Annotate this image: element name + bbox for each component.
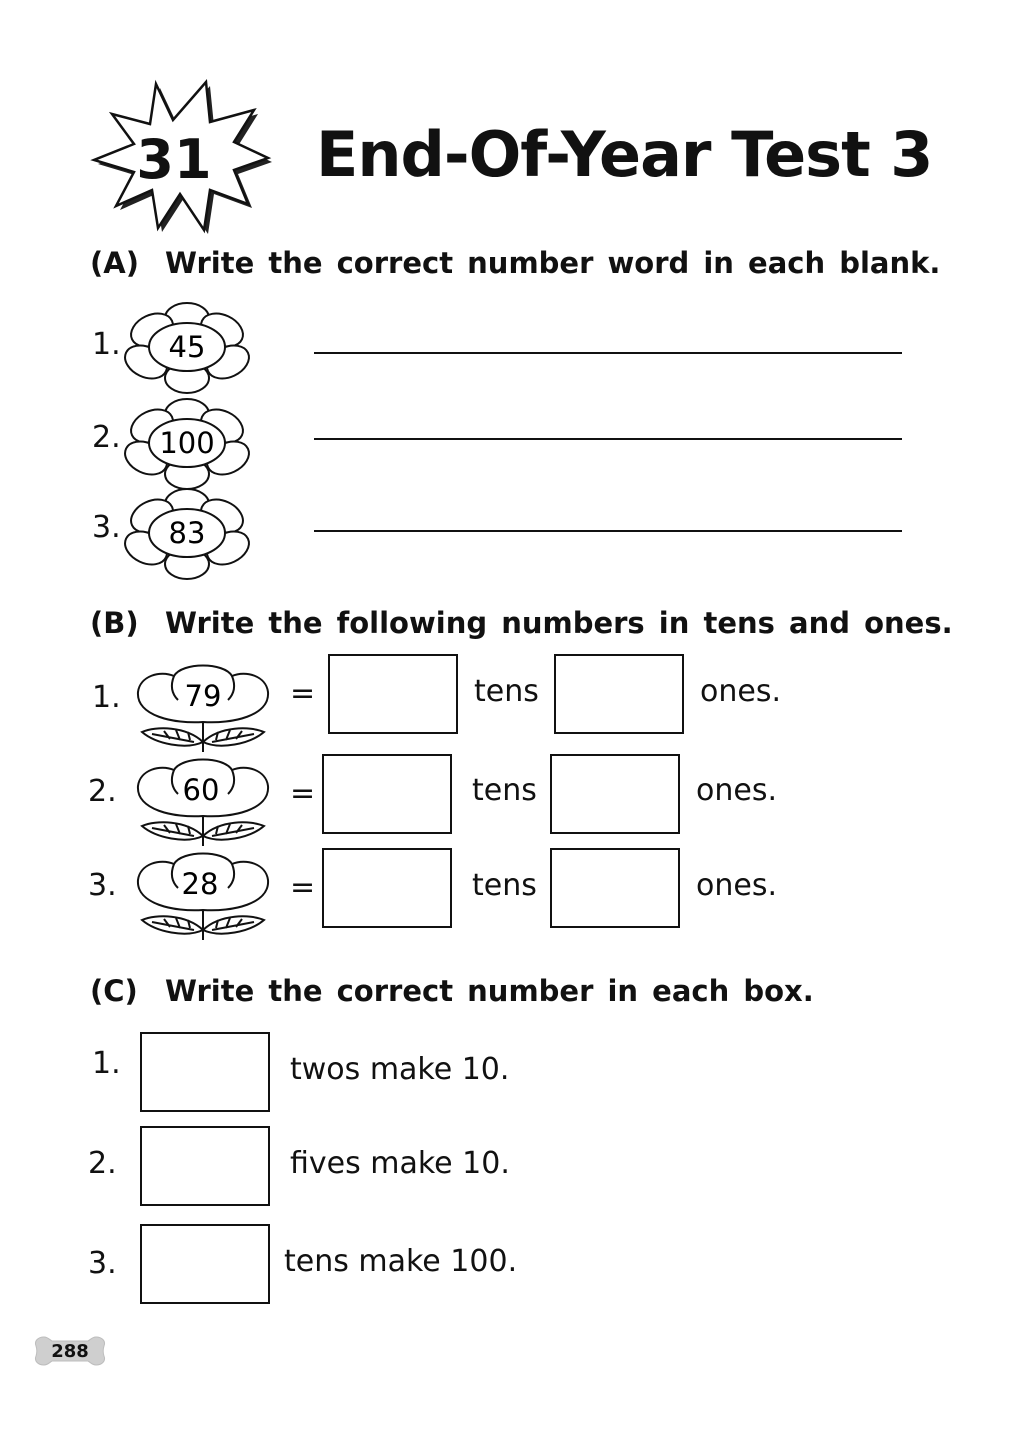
item-index: 1.	[92, 680, 121, 715]
flower-number: 79	[184, 679, 222, 713]
tens-answer-box[interactable]	[328, 654, 458, 734]
page-number: 288	[51, 1341, 89, 1362]
flower-number: 100	[159, 426, 215, 460]
item-index: 3.	[88, 868, 117, 903]
flower-icon	[122, 396, 252, 492]
item-index: 3.	[92, 510, 121, 545]
item-index: 1.	[92, 327, 121, 362]
item-index: 1.	[92, 1046, 121, 1081]
section-a-heading	[90, 246, 940, 280]
section-b-label: (B)	[90, 606, 139, 640]
answer-blank[interactable]	[314, 438, 902, 440]
item-text: fives make 10.	[290, 1146, 510, 1181]
section-c-heading	[90, 974, 814, 1008]
number-answer-box[interactable]	[140, 1224, 270, 1304]
item-index: 2.	[92, 420, 121, 455]
tulip-flower-icon	[134, 660, 272, 756]
tens-answer-box[interactable]	[322, 754, 452, 834]
tulip-flower-icon	[134, 848, 272, 944]
item-index: 2.	[88, 774, 117, 809]
item-index: 2.	[88, 1146, 117, 1181]
flower-number: 45	[168, 330, 206, 364]
page-number-badge	[34, 1335, 106, 1367]
equals-sign: =	[290, 870, 316, 905]
tens-label: tens	[472, 773, 537, 808]
item-text: twos make 10.	[290, 1052, 510, 1087]
tulip-flower-icon	[134, 754, 272, 850]
section-a-instruction: Write the correct number word in each blank.	[165, 246, 941, 280]
tens-answer-box[interactable]	[322, 848, 452, 928]
equals-sign: =	[290, 776, 316, 811]
tens-label: tens	[472, 868, 537, 903]
flower-number: 83	[168, 516, 206, 550]
section-c-instruction: Write the correct number in each box.	[165, 974, 814, 1008]
equals-sign: =	[290, 676, 316, 711]
ones-label: ones.	[696, 868, 777, 903]
answer-blank[interactable]	[314, 352, 902, 354]
tens-label: tens	[474, 674, 539, 709]
flower-number: 28	[181, 867, 219, 901]
section-a-label: (A)	[90, 246, 139, 280]
flower-icon	[122, 300, 252, 396]
section-b-instruction: Write the following numbers in tens and ones.	[165, 606, 953, 640]
number-answer-box[interactable]	[140, 1126, 270, 1206]
number-answer-box[interactable]	[140, 1032, 270, 1112]
section-b-heading	[90, 606, 953, 640]
ones-label: ones.	[700, 674, 781, 709]
flower-number: 60	[182, 773, 220, 807]
page-title: End-Of-Year Test 3	[316, 118, 933, 191]
unit-number: 31	[136, 128, 212, 191]
ones-answer-box[interactable]	[554, 654, 684, 734]
item-index: 3.	[88, 1246, 117, 1281]
section-c-label: (C)	[90, 974, 138, 1008]
ones-answer-box[interactable]	[550, 848, 680, 928]
answer-blank[interactable]	[314, 530, 902, 532]
unit-starburst-badge	[88, 78, 274, 238]
flower-icon	[122, 486, 252, 582]
item-text: tens make 100.	[284, 1244, 518, 1279]
ones-answer-box[interactable]	[550, 754, 680, 834]
ones-label: ones.	[696, 773, 777, 808]
